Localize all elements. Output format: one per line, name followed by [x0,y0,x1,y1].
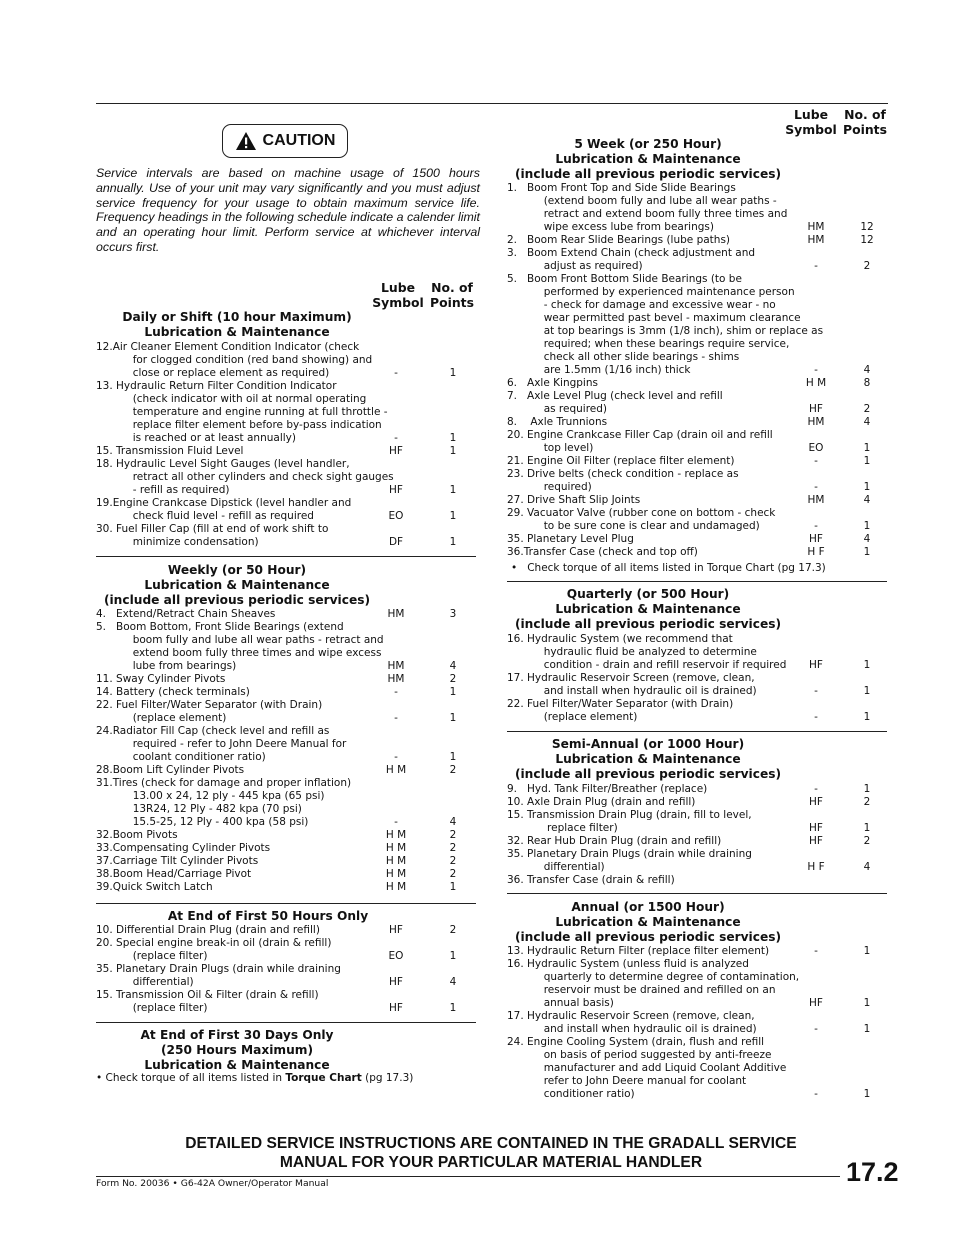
list-item [507,958,891,1010]
lube-symbol: - [394,432,398,444]
lube-symbol: HF [389,976,403,988]
left-points-header: No. of Points [430,280,474,310]
list-item [96,458,480,497]
points-count: 1 [449,445,457,457]
right-points-header: No. of Points [843,107,887,137]
lube-symbol: EO [808,442,824,454]
points-count: 4 [449,660,457,672]
item-text: 36.Transfer Case (check and top off) [507,546,698,558]
list-item [96,699,480,725]
list-item [96,608,480,621]
list-item [507,546,891,559]
lube-symbol: - [814,945,818,957]
item-text: 8. Axle Trunnions [507,416,608,428]
lube-symbol: EO [388,510,404,522]
points-count: 1 [449,712,457,724]
item-text: 20. Engine Crankcase Filler Cap (drain oil and refill top level) [507,429,773,454]
five-week-entries [507,182,891,559]
list-item [96,881,480,894]
item-text: 14. Battery (check terminals) [96,686,250,698]
list-item [96,445,480,458]
weekly-divider [96,903,476,904]
list-item [507,796,891,809]
item-text: 10. Axle Drain Plug (drain and refill) [507,796,696,808]
item-text: 18. Hydraulic Level Sight Gauges (level handler, retract all other cylinders and check sight gauges - refill as required) [96,458,394,496]
list-item [96,842,480,855]
points-count: 4 [863,533,871,545]
lube-symbol: HM [807,221,825,233]
list-item [507,416,891,429]
list-item [507,1036,891,1101]
weekly-heading: Weekly (or 50 Hour) Lubrication & Maintenance (include all previous periodic services) [103,563,371,607]
lube-symbol: - [394,751,398,763]
item-text: 17. Hydraulic Reservoir Screen (remove, clean, and install when hydraulic oil is drained) [507,672,757,697]
lube-symbol: HM [387,673,405,685]
points-count: 2 [863,260,871,272]
lube-symbol: HF [809,835,823,847]
list-item [96,497,480,523]
points-count: 1 [449,1002,457,1014]
item-text: 21. Engine Oil Filter (replace filter element) [507,455,735,467]
list-item [507,1010,891,1036]
list-item [96,777,480,829]
list-item [96,673,480,686]
points-count: 1 [863,659,871,671]
lube-symbol: H M [385,842,407,854]
lube-symbol: - [394,367,398,379]
lube-symbol: - [394,816,398,828]
item-text: 9. Hyd. Tank Filter/Breather (replace) [507,783,708,795]
list-item [96,725,480,764]
points-count: 2 [449,924,457,936]
points-count: 1 [863,997,871,1009]
list-item [96,937,480,963]
first-50-hours-entries [96,924,480,1015]
item-text: 3. Boom Extend Chain (check adjustment and adjust as required) [507,247,756,272]
weekly-entries [96,608,480,894]
list-item [507,455,891,468]
daily-divider [96,556,476,557]
list-item [507,390,891,416]
points-count: 4 [863,364,871,376]
first-50-divider [96,1022,476,1023]
item-text: 1. Boom Front Top and Side Slide Bearings (extend boom fully and lube all wear paths - retract and extend boom fully three times and wipe excess lube from bearings) [507,182,788,233]
lube-symbol: HF [389,445,403,457]
lube-symbol: HF [809,822,823,834]
lube-symbol: - [814,481,818,493]
item-text: 35. Planetary Drain Plugs (drain while draining differential) [96,963,341,988]
list-item [507,809,891,835]
item-text: 37.Carriage Tilt Cylinder Pivots [96,855,259,867]
list-item [507,633,891,672]
points-count: 1 [863,685,871,697]
lube-symbol: H F [807,546,825,558]
points-count: 12 [860,234,874,246]
lube-symbol: HF [809,796,823,808]
list-item [507,848,891,874]
list-item [96,621,480,673]
lube-symbol: H F [807,861,825,873]
list-item [507,468,891,494]
item-text: 15. Transmission Drain Plug (drain, fill to level, replace filter) [507,809,752,834]
item-text: 16. Hydraulic System (unless fluid is analyzed quarterly to determine degree of contamination, reservoir must be drained and refilled on an annual basis) [507,958,800,1009]
lube-symbol: H M [385,881,407,893]
points-count: 1 [449,367,457,379]
lube-symbol: HM [387,608,405,620]
lube-symbol: HM [807,234,825,246]
list-item [96,855,480,868]
points-count: 4 [863,494,871,506]
item-text: 35. Planetary Level Plug [507,533,634,545]
points-count: 1 [449,432,457,444]
item-text: 32. Rear Hub Drain Plug (drain and refill) [507,835,722,847]
list-item [96,829,480,842]
intro-paragraph: Service intervals are based on machine usage of 1500 hours annually. Use of your unit may vary significantly and you must adjust service frequency for your usage to obtain maximum service life. Frequency headings in the following schedule indicate a calender limit and an operating hour limit. Perform service at whichever interval occurs first. [96,166,480,254]
left-lube-symbol-header: Lube Symbol [372,280,424,310]
item-text: 33.Compensating Cylinder Pivots [96,842,271,854]
points-count: 1 [863,1088,871,1100]
top-rule [96,103,888,104]
item-text: 6. Axle Kingpins [507,377,598,389]
daily-entries [96,341,480,549]
list-item [507,874,891,887]
item-text: 11. Sway Cylinder Pivots [96,673,226,685]
semi-annual-divider [507,893,887,894]
page-number: 17.2 [846,1157,899,1187]
list-item [96,686,480,699]
points-count: 2 [449,829,457,841]
points-count: 1 [863,546,871,558]
lube-symbol: - [394,712,398,724]
item-text: 2. Boom Rear Slide Bearings (lube paths) [507,234,731,246]
lube-symbol: EO [388,950,404,962]
item-text: 27. Drive Shaft Slip Joints [507,494,641,506]
warning-triangle-icon [235,131,257,151]
list-item [507,507,891,533]
list-item [507,533,891,546]
points-count: 1 [863,711,871,723]
points-count: 1 [863,1023,871,1035]
service-instructions-notice: DETAILED SERVICE INSTRUCTIONS ARE CONTAINED IN THE GRADALL SERVICE MANUAL FOR YOUR PARTICULAR MATERIAL HANDLER [185,1135,797,1171]
item-text: 39.Quick Switch Latch [96,881,213,893]
lube-symbol: - [814,1088,818,1100]
list-item [507,273,891,377]
points-count: 12 [860,221,874,233]
list-item [507,945,891,958]
item-text: 23. Drive belts (check condition - replace as required) [507,468,739,493]
points-count: 2 [449,673,457,685]
points-count: 4 [863,416,871,428]
points-count: 2 [863,835,871,847]
daily-heading: Daily or Shift (10 hour Maximum) Lubrication & Maintenance [122,310,352,339]
points-count: 1 [449,536,457,548]
points-count: 2 [863,796,871,808]
list-item [507,494,891,507]
lube-symbol: H M [385,829,407,841]
points-count: 1 [449,950,457,962]
first-30-days-note: • Check torque of all items listed in Torque Chart (pg 17.3) [96,1072,414,1084]
list-item [96,341,480,380]
lube-symbol: - [814,455,818,467]
annual-heading: Annual (or 1500 Hour) Lubrication & Maintenance (include all previous periodic services) [514,900,782,944]
item-text: 10. Differential Drain Plug (drain and refill) [96,924,320,936]
lube-symbol: - [814,520,818,532]
points-count: 2 [449,842,457,854]
item-text: 5. Boom Bottom, Front Slide Bearings (extend boom fully and lube all wear paths - retract and extend boom fully three times and wipe excess lube from bearings) [96,621,384,672]
quarterly-entries [507,633,891,724]
lube-symbol: H M [805,377,827,389]
points-count: 1 [863,520,871,532]
points-count: 2 [449,868,457,880]
right-lube-symbol-header: Lube Symbol [785,107,837,137]
list-item [507,247,891,273]
list-item [507,835,891,848]
list-item [507,672,891,698]
points-count: 1 [863,481,871,493]
item-text: 24.Radiator Fill Cap (check level and refill as required - refer to John Deere Manual for coolant conditioner ratio) [96,725,347,763]
points-count: 3 [449,608,457,620]
first-50-hours-heading: At End of First 50 Hours Only [167,909,369,923]
points-count: 2 [449,764,457,776]
semi-annual-heading: Semi-Annual (or 1000 Hour) Lubrication & Maintenance (include all previous periodic services) [514,737,782,781]
list-item [96,764,480,777]
item-text: 35. Planetary Drain Plugs (drain while draining differential) [507,848,752,873]
item-text: 19.Engine Crankcase Dipstick (level handler and check fluid level - refill as required [96,497,352,522]
quarterly-divider [507,731,887,732]
list-item [507,182,891,234]
lube-symbol: HF [809,533,823,545]
item-text: 15. Transmission Fluid Level [96,445,244,457]
points-count: 4 [863,861,871,873]
points-count: 4 [449,816,457,828]
lube-symbol: - [814,1023,818,1035]
item-text: 4. Extend/Retract Chain Sheaves [96,608,276,620]
lube-symbol: HM [387,660,405,672]
caution-badge [222,124,348,158]
lube-symbol: DF [388,536,404,548]
points-count: 1 [449,881,457,893]
item-text: 31.Tires (check for damage and proper inflation) 13.00 x 24, 12 ply - 445 kpa (65 psi) 13R24, 12 Ply - 482 kpa (70 psi) 15.5-25, 12 Ply - 400 kpa (58 psi) [96,777,352,828]
footer-rule [96,1176,840,1177]
item-text: 38.Boom Head/Carriage Pivot [96,868,252,880]
points-count: 1 [863,442,871,454]
points-count: 1 [863,455,871,467]
lube-symbol: HM [807,494,825,506]
lube-symbol: H M [385,855,407,867]
semi-annual-entries [507,783,891,887]
lube-symbol: HF [809,659,823,671]
item-text: 13. Hydraulic Return Filter Condition Indicator (check indicator with oil at normal operating temperature and engine running at full throttle - replace filter element before by-pass indication is reached or at least annually) [96,380,388,444]
item-text: 22. Fuel Filter/Water Separator (with Drain) (replace element) [96,699,323,724]
form-number: Form No. 20036 • G6-42A Owner/Operator Manual [96,1178,329,1189]
item-text: 29. Vacuator Valve (rubber cone on bottom - check to be sure cone is clear and undamaged) [507,507,776,532]
caution-label: CAUTION [262,132,336,149]
lube-symbol: HF [809,997,823,1009]
list-item [96,380,480,445]
list-item [507,377,891,390]
points-count: 1 [449,484,457,496]
points-count: 4 [449,976,457,988]
item-text: 20. Special engine break-in oil (drain & refill) (replace filter) [96,937,332,962]
item-text: 22. Fuel Filter/Water Separator (with Drain) (replace element) [507,698,734,723]
points-count: 2 [449,855,457,867]
annual-entries [507,945,891,1101]
item-text: 12.Air Cleaner Element Condition Indicator (check for clogged condition (red band showing) and close or replace element as required) [96,341,373,379]
lube-symbol: - [394,686,398,698]
list-item [507,234,891,247]
lube-symbol: HF [389,484,403,496]
item-text: 28.Boom Lift Cylinder Pivots [96,764,245,776]
item-text: 16. Hydraulic System (we recommend that hydraulic fluid be analyzed to determine condition - drain and refill reservoir if required [507,633,787,671]
list-item [96,868,480,881]
item-text: 13. Hydraulic Return Filter (replace filter element) [507,945,770,957]
lube-symbol: HF [389,1002,403,1014]
lube-symbol: HF [389,924,403,936]
list-item [507,783,891,796]
list-item [507,698,891,724]
five-week-divider [507,581,887,582]
points-count: 1 [449,686,457,698]
five-week-heading: 5 Week (or 250 Hour) Lubrication & Maintenance (include all previous periodic services) [514,137,782,181]
lube-symbol: - [814,783,818,795]
lube-symbol: H M [385,868,407,880]
points-count: 1 [863,822,871,834]
list-item [96,963,480,989]
quarterly-heading: Quarterly (or 500 Hour) Lubrication & Maintenance (include all previous periodic services) [514,587,782,631]
lube-symbol: - [814,364,818,376]
list-item [507,429,891,455]
points-count: 1 [449,751,457,763]
item-text: 32.Boom Pivots [96,829,178,841]
list-item [96,924,480,937]
points-count: 1 [449,510,457,522]
points-count: 8 [863,377,871,389]
lube-symbol: - [814,711,818,723]
points-count: 2 [863,403,871,415]
item-text: 7. Axle Level Plug (check level and refill as required) [507,390,723,415]
item-text: 24. Engine Cooling System (drain, flush and refill on basis of period suggested by anti-freeze manufacturer and add Liquid Coolant Additive refer to John Deere manual for coolant conditioner ratio) [507,1036,787,1100]
item-text: 15. Transmission Oil & Filter (drain & refill) (replace filter) [96,989,319,1014]
lube-symbol: HM [807,416,825,428]
lube-symbol: H M [385,764,407,776]
item-text: 36. Transfer Case (drain & refill) [507,874,675,886]
points-count: 1 [863,783,871,795]
list-item [96,523,480,549]
lube-symbol: - [814,685,818,697]
item-text: 5. Boom Front Bottom Slide Bearings (to be performed by experienced maintenance person - check for damage and excessive wear - no wear permitted past bevel - maximum clearance at top bearings is 3mm (1/8 inch), shim or replace as required; when these bearings require service, check all other slide bearings - shims are 1.5mm (1/16 inch) thick [507,273,824,376]
lube-symbol: - [814,260,818,272]
lube-symbol: HF [809,403,823,415]
item-text: 30. Fuel Filler Cap (fill at end of work shift to minimize condensation) [96,523,329,548]
points-count: 1 [863,945,871,957]
item-text: 17. Hydraulic Reservoir Screen (remove, clean, and install when hydraulic oil is drained) [507,1010,757,1035]
five-week-note: • Check torque of all items listed in Torque Chart (pg 17.3) [511,562,826,574]
list-item [96,989,480,1015]
first-30-days-heading: At End of First 30 Days Only (250 Hours Maximum) Lubrication & Maintenance [140,1028,334,1072]
